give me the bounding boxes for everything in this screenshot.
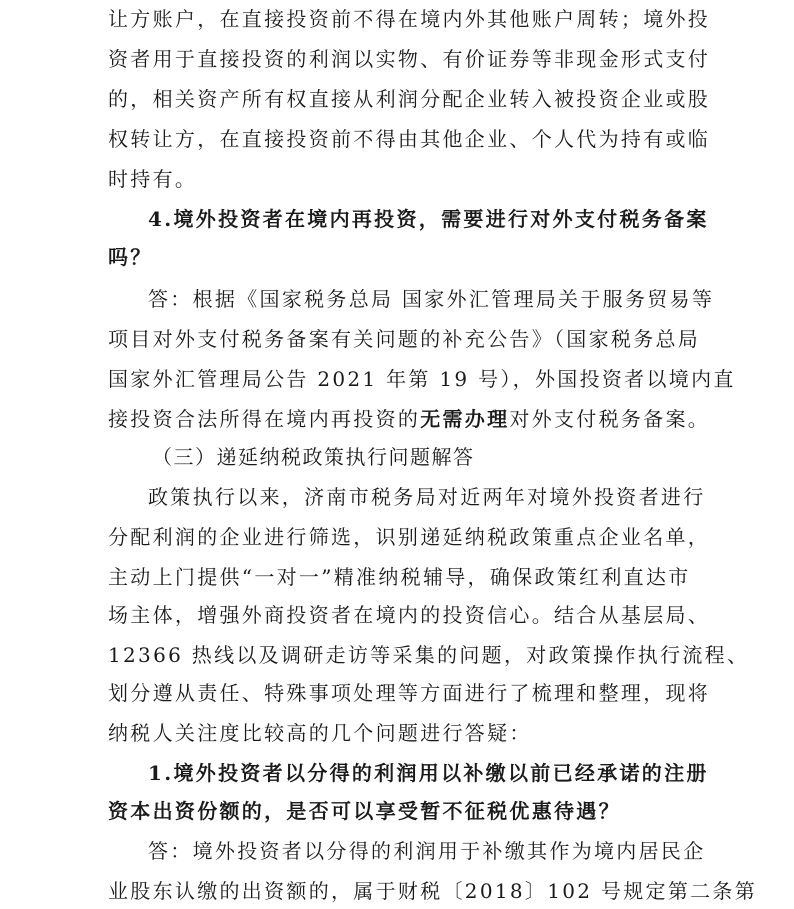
emphasis-text: 无需办理: [420, 407, 510, 431]
question-heading: 1.境外投资者以分得的利润用以补缴以前已经承诺的注册: [148, 761, 709, 785]
body-line: 纳税人关注度比较高的几个问题进行答疑：: [108, 721, 532, 745]
answer-text: 接投资合法所得在境内再投资的: [108, 407, 421, 431]
section-title: （三）递延纳税政策执行问题解答: [152, 445, 475, 469]
body-line: 12366 热线以及调研走访等采集的问题，对政策操作执行流程、: [108, 643, 750, 667]
answer-line: 答：境外投资者以分得的利润用于补缴其作为境内居民企: [148, 839, 706, 863]
body-line: 主动上门提供“一对一”精准纳税辅导，确保政策红利直达市: [108, 565, 691, 589]
body-line: 政策执行以来，济南市税务局对近两年对境外投资者进行: [148, 485, 706, 509]
answer-line: 答：根据《国家税务总局 国家外汇管理局关于服务贸易等: [148, 287, 715, 311]
answer-line: 项目对外支付税务备案有关问题的补充公告》（国家税务总局: [108, 327, 701, 351]
question-heading: 资本出资份额的，是否可以享受暂不征税优惠待遇？: [108, 799, 621, 823]
answer-line: 国家外汇管理局公告 2021 年第 19 号），外国投资者以境内直: [108, 367, 736, 391]
body-line: 让方账户，在直接投资前不得在境内外其他账户周转；境外投: [108, 7, 711, 31]
answer-line: [108, 404, 711, 434]
body-line: 分配利润的企业进行筛选，识别递延纳税政策重点企业名单，: [108, 525, 711, 549]
body-line: 资者用于直接投资的利润以实物、有价证券等非现金形式支付: [108, 47, 711, 71]
body-line: 划分遵从责任、特殊事项处理等方面进行了梳理和整理，现将: [108, 681, 711, 705]
body-line: 的，相关资产所有权直接从利润分配企业转入被投资企业或股: [108, 87, 711, 111]
answer-line: 业股东认缴的出资额的，属于财税〔2018〕102 号规定第二条第: [108, 879, 758, 903]
body-line: 时持有。: [108, 167, 198, 191]
answer-text: 对外支付税务备案。: [509, 407, 711, 431]
body-line: 场主体，增强外商投资者在境内的投资信心。结合从基层局、: [108, 603, 711, 627]
question-heading: 吗？: [108, 245, 153, 269]
body-line: 权转让方，在直接投资前不得由其他企业、个人代为持有或临: [108, 127, 711, 151]
question-heading: 4.境外投资者在境内再投资，需要进行对外支付税务备案: [148, 207, 709, 231]
